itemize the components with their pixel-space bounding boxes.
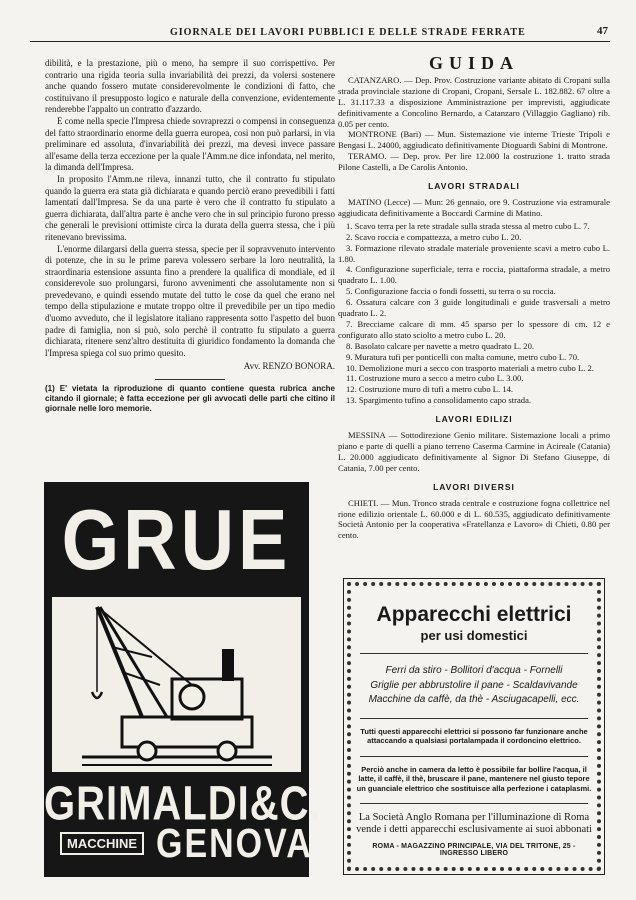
- article-paragraph: In proposito l'Amm.ne rileva, innanzi tutto, che il contratto fu stipulato quando la guerra era stata già dichiarata e quando perciò erano prevedibili i fatti lamentati dall'Impresa. Se da una parte è vero che il contratto fu stipulato a guerra dichiarata, dall'altra parte è anche vero che in sul principio furono presso che generali le previsioni ottimiste circa la durata della guerra stessa, che i più ritenevano brevissima.: [45, 173, 335, 242]
- list-item: Griglie per abbrustolire il pane - Scaldavivande: [370, 679, 578, 691]
- author-signature: Avv. RENZO BONORA.: [243, 361, 335, 372]
- ad-content: [354, 591, 594, 866]
- guida-entry: MONTRONE (Bari) — Mun. Sistemazione vie interne Trieste Tripoli e Bengasi L. 24000, aggiudicato definitivamente Dioguardi Sabini di Montrone.: [338, 129, 610, 151]
- stradali-items: [338, 221, 610, 406]
- apparecchi-advertisement: [343, 578, 605, 875]
- list-item: 12. Costruzione muro di tufi a metro cubo L. 14.: [346, 384, 514, 395]
- grue-headline: GRUE: [61, 491, 292, 588]
- company-name: GRIMALDI&C.: [44, 777, 322, 831]
- company-city: GENOVA: [156, 821, 313, 867]
- footnote: (1) E' vietata la riproduzione di quanto contiene questa rubrica anche citando il giornale; è fatta eccezione per gli avvocati delle parti che citino il giornale nelle loro memorie.: [45, 384, 335, 414]
- shop-address: ROMA - MAGAZZINO PRINCIPALE, VIA DEL TRITONE, 25 - INGRESSO LIBERO: [372, 843, 576, 857]
- list-item: 1. Scavo terra per la rete stradale sulla strada stessa al metro cubo L. 7.: [346, 220, 590, 231]
- list-item: Ferri da stiro - Bollitori d'acqua - Fornelli: [385, 665, 563, 676]
- guida-column: [338, 53, 610, 541]
- ad-divider: [360, 718, 588, 719]
- ad-divider: [360, 803, 588, 804]
- note-divider: [155, 379, 225, 380]
- list-item: 11. Costruzione muro a secco a metro cubo L. 3.00.: [346, 373, 524, 384]
- list-item: 10. Demolizione muri a secco con trasporto materiali a metro cubo L. 2.: [346, 362, 594, 373]
- guida-entry: MESSINA — Sottodirezione Genio militare. Sistemazione locali a primo piano e parte di quelli a piano terreno Caserma Carmine in Acireale (Catania) L. 20.000 aggiudicato definitivamente al Signor Di Stefano Giuseppe, di Catania, 7.00 per cento.: [338, 430, 610, 473]
- list-item: 6. Ossatura calcare con 3 guide longitudinali e guide trasversali a metro quadrato L. 2.: [338, 297, 610, 319]
- society-text: La Società Anglo Romana per l'illuminazione di Roma vende i detti apparecchi esclusivamente ai suoi abbonati: [356, 812, 592, 835]
- list-item: 8. Basolato calcare per navette a metro quadrato L. 20.: [346, 340, 535, 351]
- journal-title: GIORNALE DEI LAVORI PUBBLICI E DELLE STRADE FERRATE: [170, 27, 526, 38]
- list-item: 4. Configurazione superficiale, terra e roccia, piattaforma stradale, a metro quadrato L. 1.00.: [338, 264, 610, 286]
- ad-subtitle: per usi domestici: [420, 628, 528, 643]
- list-item: 2. Scavo roccia e compattezza, a metro cubo L. 20.: [346, 231, 522, 242]
- guida-entry: CATANZARO. — Dep. Prov. Costruzione variante abitato di Cropani sulla strada provinciale stazione di Cropani, Cropani, Sersale L. 182.882. 67 oltre a L. 31.117.33 a disposizione Amministrazione per imprevisti, aggiudicate definitivamente a Concolino Bernardo, a Catanzaro (Villaggio Gagliano) rib. 0.05 per cento.: [338, 74, 610, 129]
- list-item: 3. Formazione rilevato stradale materiale proveniente scavi a metro cubo L. 1.80.: [338, 242, 610, 264]
- list-item: 5. Configurazione faccia o fondi fossetti, su terra o su roccia.: [346, 286, 556, 297]
- article-paragraph: dibilità, e la prestazione, più o meno, ha sempre il suo corrispettivo. Per contrario una rigida teoria sulla invariabilità dei prezzi, da volersi sostenere anche quando fossero mutate considerevolmente le condizioni di fatto, che costituivano il presupposto logico e naturale della convenzione, evidentemente renderebbe l'appalto un contratto d'azzardo.: [45, 58, 335, 115]
- section-heading-diversi: LAVORI DIVERSI: [433, 481, 515, 492]
- list-item: Macchine da caffè, da thè - Asciugacapelli, ecc.: [368, 694, 580, 705]
- crane-drawing-icon: [52, 597, 301, 772]
- appliance-list: [354, 664, 594, 708]
- list-item: 9. Muratura tufi per ponticelli con malta comune, metro cubo L. 70.: [346, 351, 580, 362]
- grue-advertisement: [44, 482, 322, 877]
- list-item: 13. Spargimento tufino a consolidamento capo strada.: [346, 395, 532, 406]
- guida-entry: TERAMO. — Dep. prov. Per lire 12.000 la costruzione 1. tratto strada Pilone Castelli, a De Carolis Antonio.: [338, 151, 610, 173]
- page-number: 47: [597, 25, 608, 37]
- ad-note: Perciò anche in camera da letto è possibile far bollire l'acqua, il latte, il caffè, il thè, bruscare il pane, mantenere nel giusto tepore un guanciale elettrico che sostituisce alla perfezione i cataplasmi.: [356, 764, 592, 793]
- guida-title: GUIDA: [428, 53, 519, 73]
- crane-illustration: [52, 597, 301, 772]
- list-item: 7. Brecciame calcare di mm. 45 sparso per lo spessore di cm. 12 e configurato allo stato sciolto a metro cubo L. 20.: [338, 318, 610, 340]
- left-article-column: [45, 58, 335, 414]
- guida-entry: CHIETI. — Mun. Tronco strada centrale e costruzione fogna collettrice nel rione edilizio orientale L. 60.000 e di L. 60.535, aggiudicato definitivamente Società Antonio per la cooperativa «Fratellanza e Lavoro» di Chieti, 0.80 per cento.: [338, 497, 610, 541]
- page-header: [30, 22, 610, 42]
- article-paragraph: E come nella specie l'Impresa chiede sovraprezzi o compensi in conseguenza del fatto straordinario enorme della guerra europea, così non può parlarsi, in via preliminare ed assoluta, d'invariabilità dei prezzi, ma devesi invece passare all'esame della terza eccezione per la quale l'Amm.ne dice infondata, nel merito, la dimanda dell'Impresa.: [45, 115, 335, 173]
- article-paragraph: L'enorme dilargarsi della guerra stessa, specie per il sopravvenuto intervento di potenze, che in su le prime pareva volessero serbare la loro neutralità, la straordinaria estensione assunta fino a prendere la qualifica di mondiale, ed il considerevole suo prolungarsi, furono avvenimenti che assolutamente non si prevedevano, e quindi essendo mutate del tutto le cose da quel che erano nel tempo della stipulazione e mutate troppo oltre il prevedibile per un tipo medio d'uomo avveduto, che il legislatore italiano rappresenta sotto l'aspetto del buon padre di famiglia, non si può, solo perchè il contratto fu stipulato a guerra dichiarata, ritenere senz'altro destituita di giuridico fondamento la domanda che l'Impresa spiega col suo primo quesito.: [45, 243, 335, 358]
- section-heading-stradali: LAVORI STRADALI: [428, 181, 520, 192]
- ad-divider: [360, 756, 588, 757]
- ad-title: Apparecchi elettrici: [376, 603, 572, 626]
- ad-note: Tutti questi apparecchi elettrici si possono far funzionare anche attaccando a qualsiasi portalampada il cordoncino elettrico.: [360, 726, 588, 745]
- ad-divider: [360, 653, 588, 654]
- guida-entry: MATINO (Lecce) — Mun: 26 gennaio, ore 9. Costruzione via estramurale aggiudicata definitivamente a Boccardi Carmine di Matino.: [338, 196, 610, 218]
- section-heading-edilizi: LAVORI EDILIZI: [435, 414, 513, 425]
- macchine-badge: MACCHINE: [60, 832, 144, 855]
